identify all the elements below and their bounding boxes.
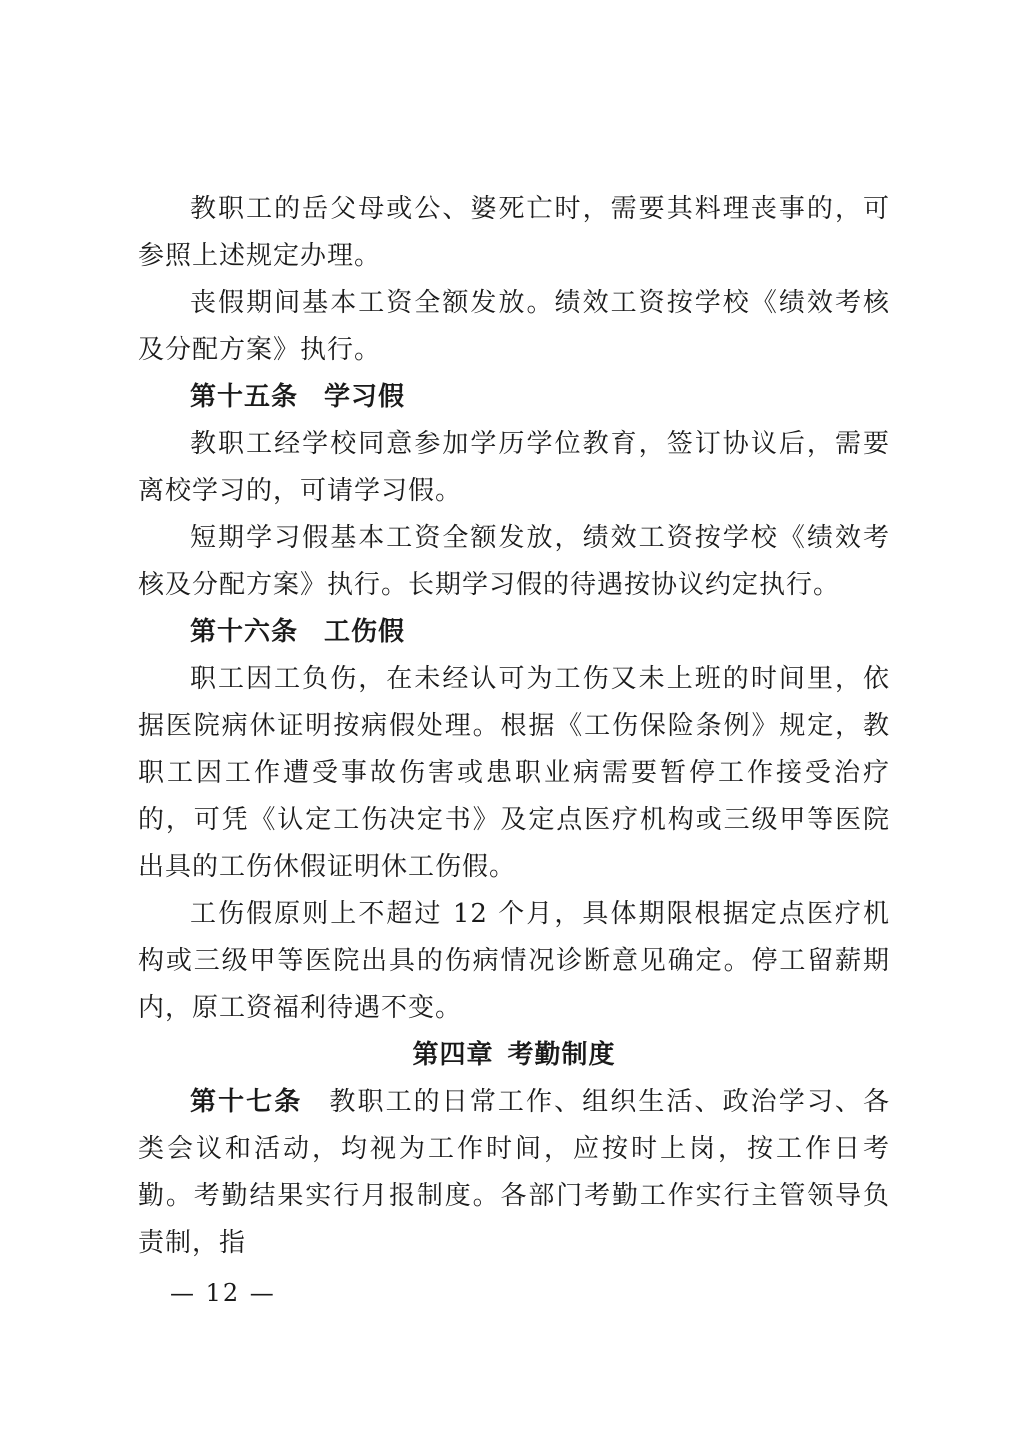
article-15-title: 学习假	[324, 382, 406, 412]
article-17-text: 教职工的日常工作、组织生活、政治学习、各类会议和活动，均视为工作时间，应按时上岗，按工作日考勤。考勤结果实行月报制度。各部门考勤工作实行主管领导负责制，指	[138, 1087, 890, 1258]
article-16-title: 工伤假	[324, 617, 406, 647]
paragraph-funeral-leave-pay: 丧假期间基本工资全额发放。绩效工资按学校《绩效考核及分配方案》执行。	[138, 288, 890, 365]
chapter-4-number: 第四章	[412, 1040, 494, 1070]
paragraph-work-injury-leave: 职工因工负伤，在未经认可为工伤又未上班的时间里，依据医院病休证明按病假处理。根据《工伤保险条例》规定，教职工因工作遭受事故伤害或患职业病需要暂停工作接受治疗的，可凭《认定工伤决定书》及定点医疗机构或三级甲等医院出具的工伤休假证明休工伤假。	[138, 664, 890, 882]
paragraph-study-leave-eligibility: 教职工经学校同意参加学历学位教育，签订协议后，需要离校学习的，可请学习假。	[138, 429, 890, 506]
chapter-4-title: 考勤制度	[507, 1040, 616, 1070]
page-number: — 12 —	[170, 1279, 276, 1307]
article-15-number: 第十五条	[190, 382, 299, 412]
chapter-4-heading	[138, 1032, 890, 1079]
paragraph-in-law-funeral: 教职工的岳父母或公、婆死亡时，需要其料理丧事的，可参照上述规定办理。	[138, 194, 890, 271]
article-15-heading	[138, 374, 890, 421]
document-body	[138, 186, 890, 1267]
article-16-heading	[138, 609, 890, 656]
article-16-number: 第十六条	[190, 617, 299, 647]
paragraph-study-leave-pay: 短期学习假基本工资全额发放，绩效工资按学校《绩效考核及分配方案》执行。长期学习假的待遇按协议约定执行。	[138, 523, 890, 600]
paragraph-work-injury-duration: 工伤假原则上不超过 12 个月，具体期限根据定点医疗机构或三级甲等医院出具的伤病情况诊断意见确定。停工留薪期内，原工资福利待遇不变。	[138, 899, 890, 1023]
paragraph-article-17	[138, 1079, 890, 1267]
article-17-number: 第十七条	[190, 1087, 303, 1117]
